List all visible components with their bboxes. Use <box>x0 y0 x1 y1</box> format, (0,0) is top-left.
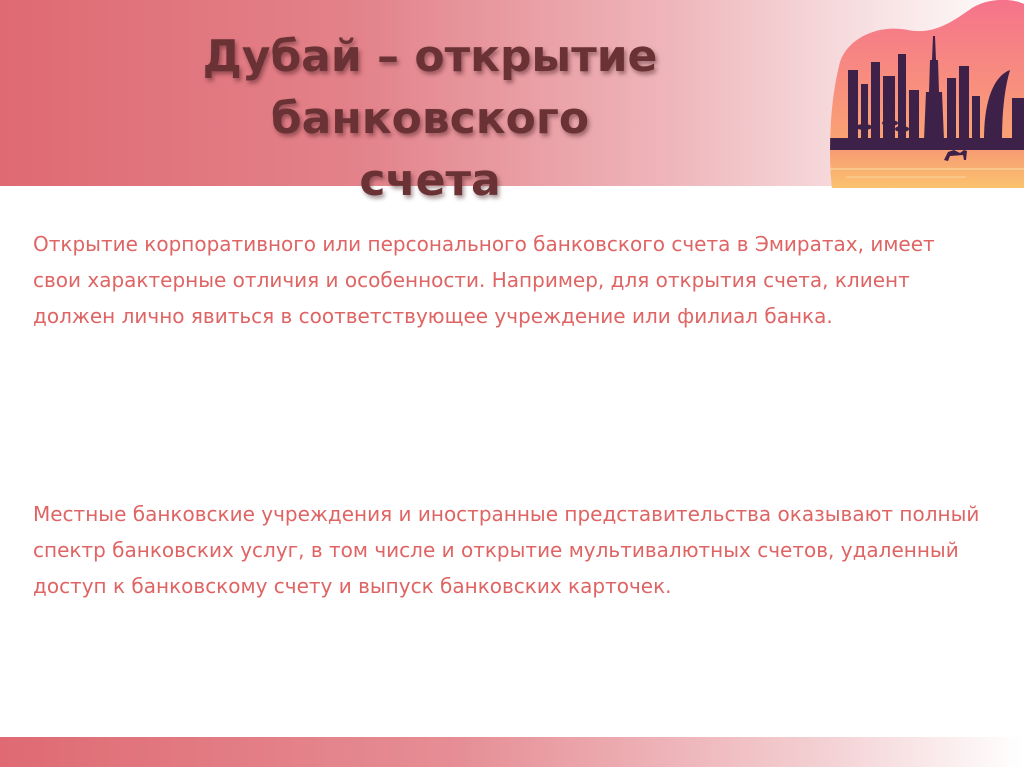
footer-band <box>0 737 1024 767</box>
slide-body <box>33 226 983 598</box>
dubai-skyline-icon <box>826 0 1024 188</box>
body-paragraph-1: Открытие корпоративного или персонального банковского счета в Эмиратах, имеет свои характерные отличия и особенности. Например, для открытия счета, клиент должен лично явиться в соответствующее учреждение или филиал банка. <box>33 232 935 328</box>
slide-title-line-1: Дубай – открытие банковского <box>202 31 658 144</box>
body-paragraph-2: Местные банковские учреждения и иностранные представительства оказывают полный спектр банковских услуг, в том числе и открытие мультивалютных счетов, удаленный доступ к банковскому счету и выпуск банковских карточек. <box>33 502 980 598</box>
slide-title-line-2: счета <box>359 155 501 206</box>
slide-title <box>40 26 820 212</box>
